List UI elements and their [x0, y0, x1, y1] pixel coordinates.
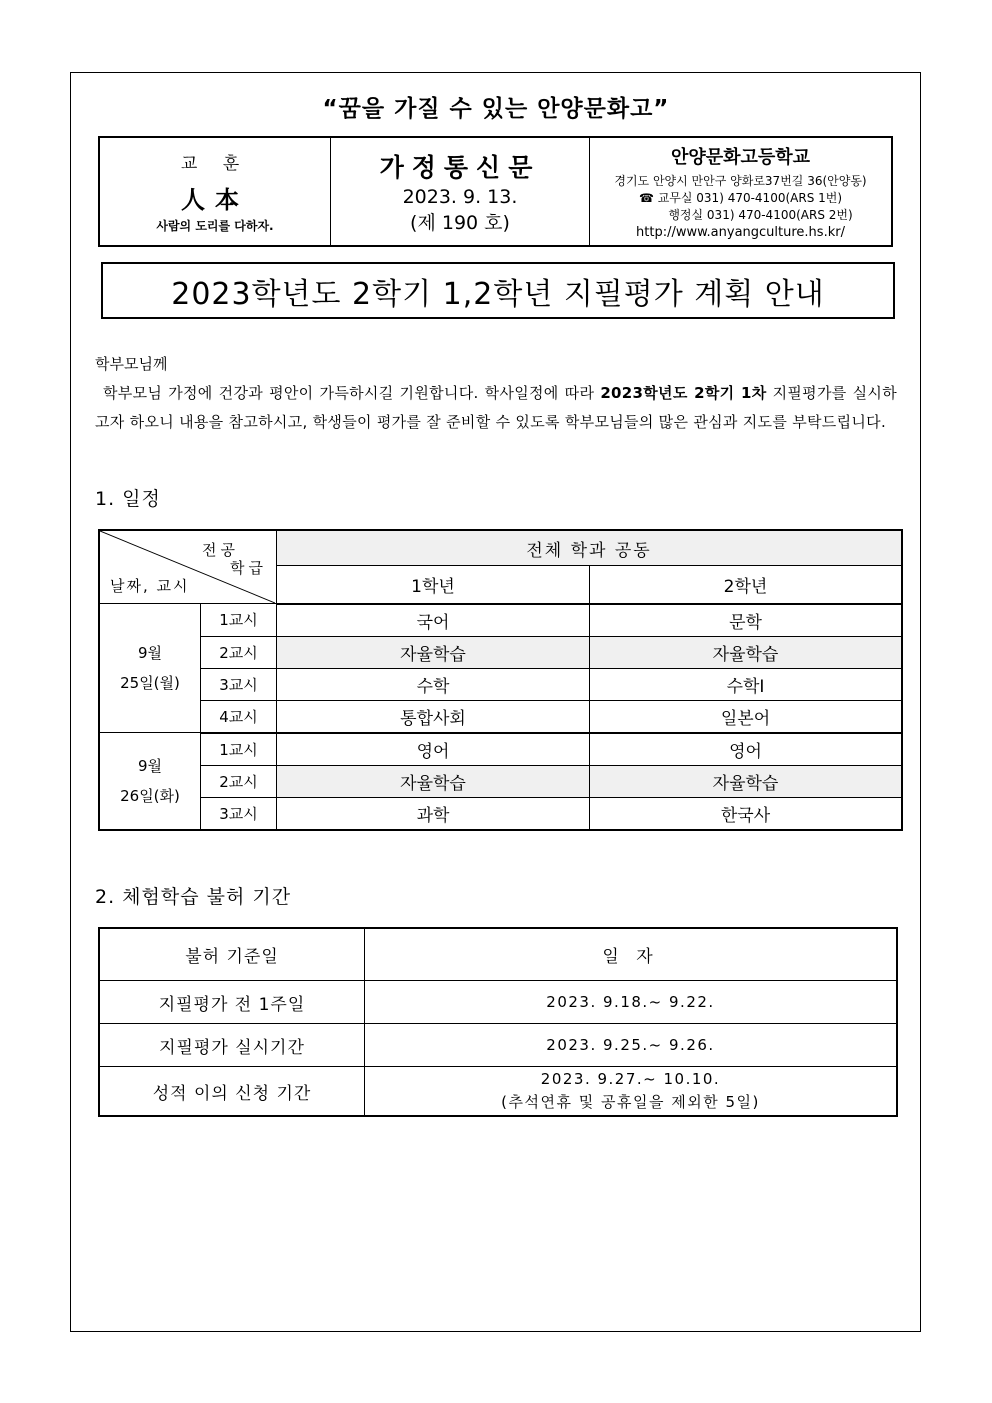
day1-date-cell: [99, 604, 201, 733]
grade2-subject: 자율학습: [590, 636, 903, 668]
grade2-subject: 수학Ⅰ: [590, 668, 903, 700]
intro-bold: 2023학년도 2학기 1차: [600, 384, 767, 402]
grade2-header: 2학년: [590, 566, 903, 604]
grade2-subject: 문학: [590, 604, 903, 637]
school-slogan: “꿈을 가질 수 있는 안양문화고”: [322, 96, 670, 122]
grade2-subject: 영어: [590, 733, 903, 766]
grade2-subject: 한국사: [590, 797, 903, 830]
day1-month: 9월: [137, 644, 163, 662]
date-cell: [365, 1067, 898, 1117]
criteria-header: 불허 기준일: [99, 928, 365, 981]
school-contact-cell: [590, 137, 893, 246]
period-cell: 1교시: [201, 733, 277, 766]
day2-day: 26일(화): [120, 786, 180, 805]
date-cell: 2023. 9.25.~ 9.26.: [365, 1024, 898, 1067]
grade2-subject: 일본어: [590, 700, 903, 733]
admin-office-phone: 행정실 031) 470-4100(ARS 2번): [668, 207, 853, 222]
day2-date-cell: [99, 733, 201, 830]
school-website-link[interactable]: http://www.anyangculture.hs.kr/: [636, 224, 845, 240]
intro-after: 지필평가를 실시하고자 하오니 내용을 참고하시고, 학생들이 평가를 잘 준비할 수 있도록 학부모님들의 많은 관심과 지도를 부탁드립니다.: [95, 384, 897, 431]
motto-subtitle: 사람의 도리를 다하자.: [156, 219, 274, 233]
grade1-subject: 과학: [277, 797, 590, 830]
criteria-cell: 성적 이의 신청 기간: [99, 1067, 365, 1117]
section1-heading: 1. 일정: [95, 488, 161, 510]
corner-grade-label: 학급: [230, 559, 267, 577]
corner-date-label: 날짜, 교시: [110, 577, 190, 595]
motto-cell: [99, 137, 331, 246]
grade1-subject: 수학: [277, 668, 590, 700]
field-trip-restriction-table: [98, 927, 898, 1117]
period-cell: 2교시: [201, 636, 277, 668]
newsletter-date: 2023. 9. 13.: [402, 185, 518, 208]
corner-cell: [99, 530, 277, 604]
section2-heading: 2. 체험학습 불허 기간: [95, 886, 292, 908]
main-title: 2023학년도 2학기 1,2학년 지필평가 계획 안내: [101, 262, 895, 319]
intro-before: 학부모님 가정에 건강과 평안이 가득하시길 기원합니다. 학사일정에 따라: [103, 384, 601, 402]
corner-major-label: 전공: [202, 541, 239, 559]
grade1-subject: 자율학습: [277, 636, 590, 668]
newsletter-header: [98, 136, 893, 247]
appeal-period-date: 2023. 9.27.~ 10.10.: [540, 1070, 721, 1088]
grade1-subject: 자율학습: [277, 765, 590, 797]
date-cell: 2023. 9.18.~ 9.22.: [365, 981, 898, 1024]
criteria-cell: 지필평가 전 1주일: [99, 981, 365, 1024]
grade1-subject: 통합사회: [277, 700, 590, 733]
greeting: 학부모님께: [95, 355, 168, 373]
intro-text: [95, 350, 897, 437]
grade2-subject: 자율학습: [590, 765, 903, 797]
academic-office-phone: ☎ 교무실 031) 470-4100(ARS 1번): [638, 190, 843, 205]
period-cell: 2교시: [201, 765, 277, 797]
newsletter-title: 가정통신문: [379, 152, 541, 182]
school-address: 경기도 안양시 만안구 양화로37번길 36(안양동): [614, 173, 867, 188]
school-name: 안양문화고등학교: [670, 146, 811, 168]
day2-month: 9월: [137, 756, 163, 775]
criteria-cell: 지필평가 실시기간: [99, 1024, 365, 1067]
intro-paragraph: [95, 379, 897, 437]
newsletter-issue: (제 190 호): [410, 211, 510, 234]
period-cell: 3교시: [201, 797, 277, 830]
motto-label: 교 훈: [180, 154, 250, 174]
period-cell: 1교시: [201, 604, 277, 637]
date-header: 일 자: [365, 928, 898, 981]
group-header: 전체 학과 공동: [277, 530, 903, 566]
grade1-subject: 국어: [277, 604, 590, 637]
grade1-header: 1학년: [277, 566, 590, 604]
period-cell: 3교시: [201, 668, 277, 700]
newsletter-info-cell: [331, 137, 590, 246]
appeal-period-note: (추석연휴 및 공휴일을 제외한 5일): [501, 1093, 760, 1111]
exam-schedule-table: [98, 529, 903, 831]
school-motto: 人本: [181, 185, 249, 214]
day1-day: 25일(월): [120, 674, 180, 692]
period-cell: 4교시: [201, 700, 277, 733]
grade1-subject: 영어: [277, 733, 590, 766]
